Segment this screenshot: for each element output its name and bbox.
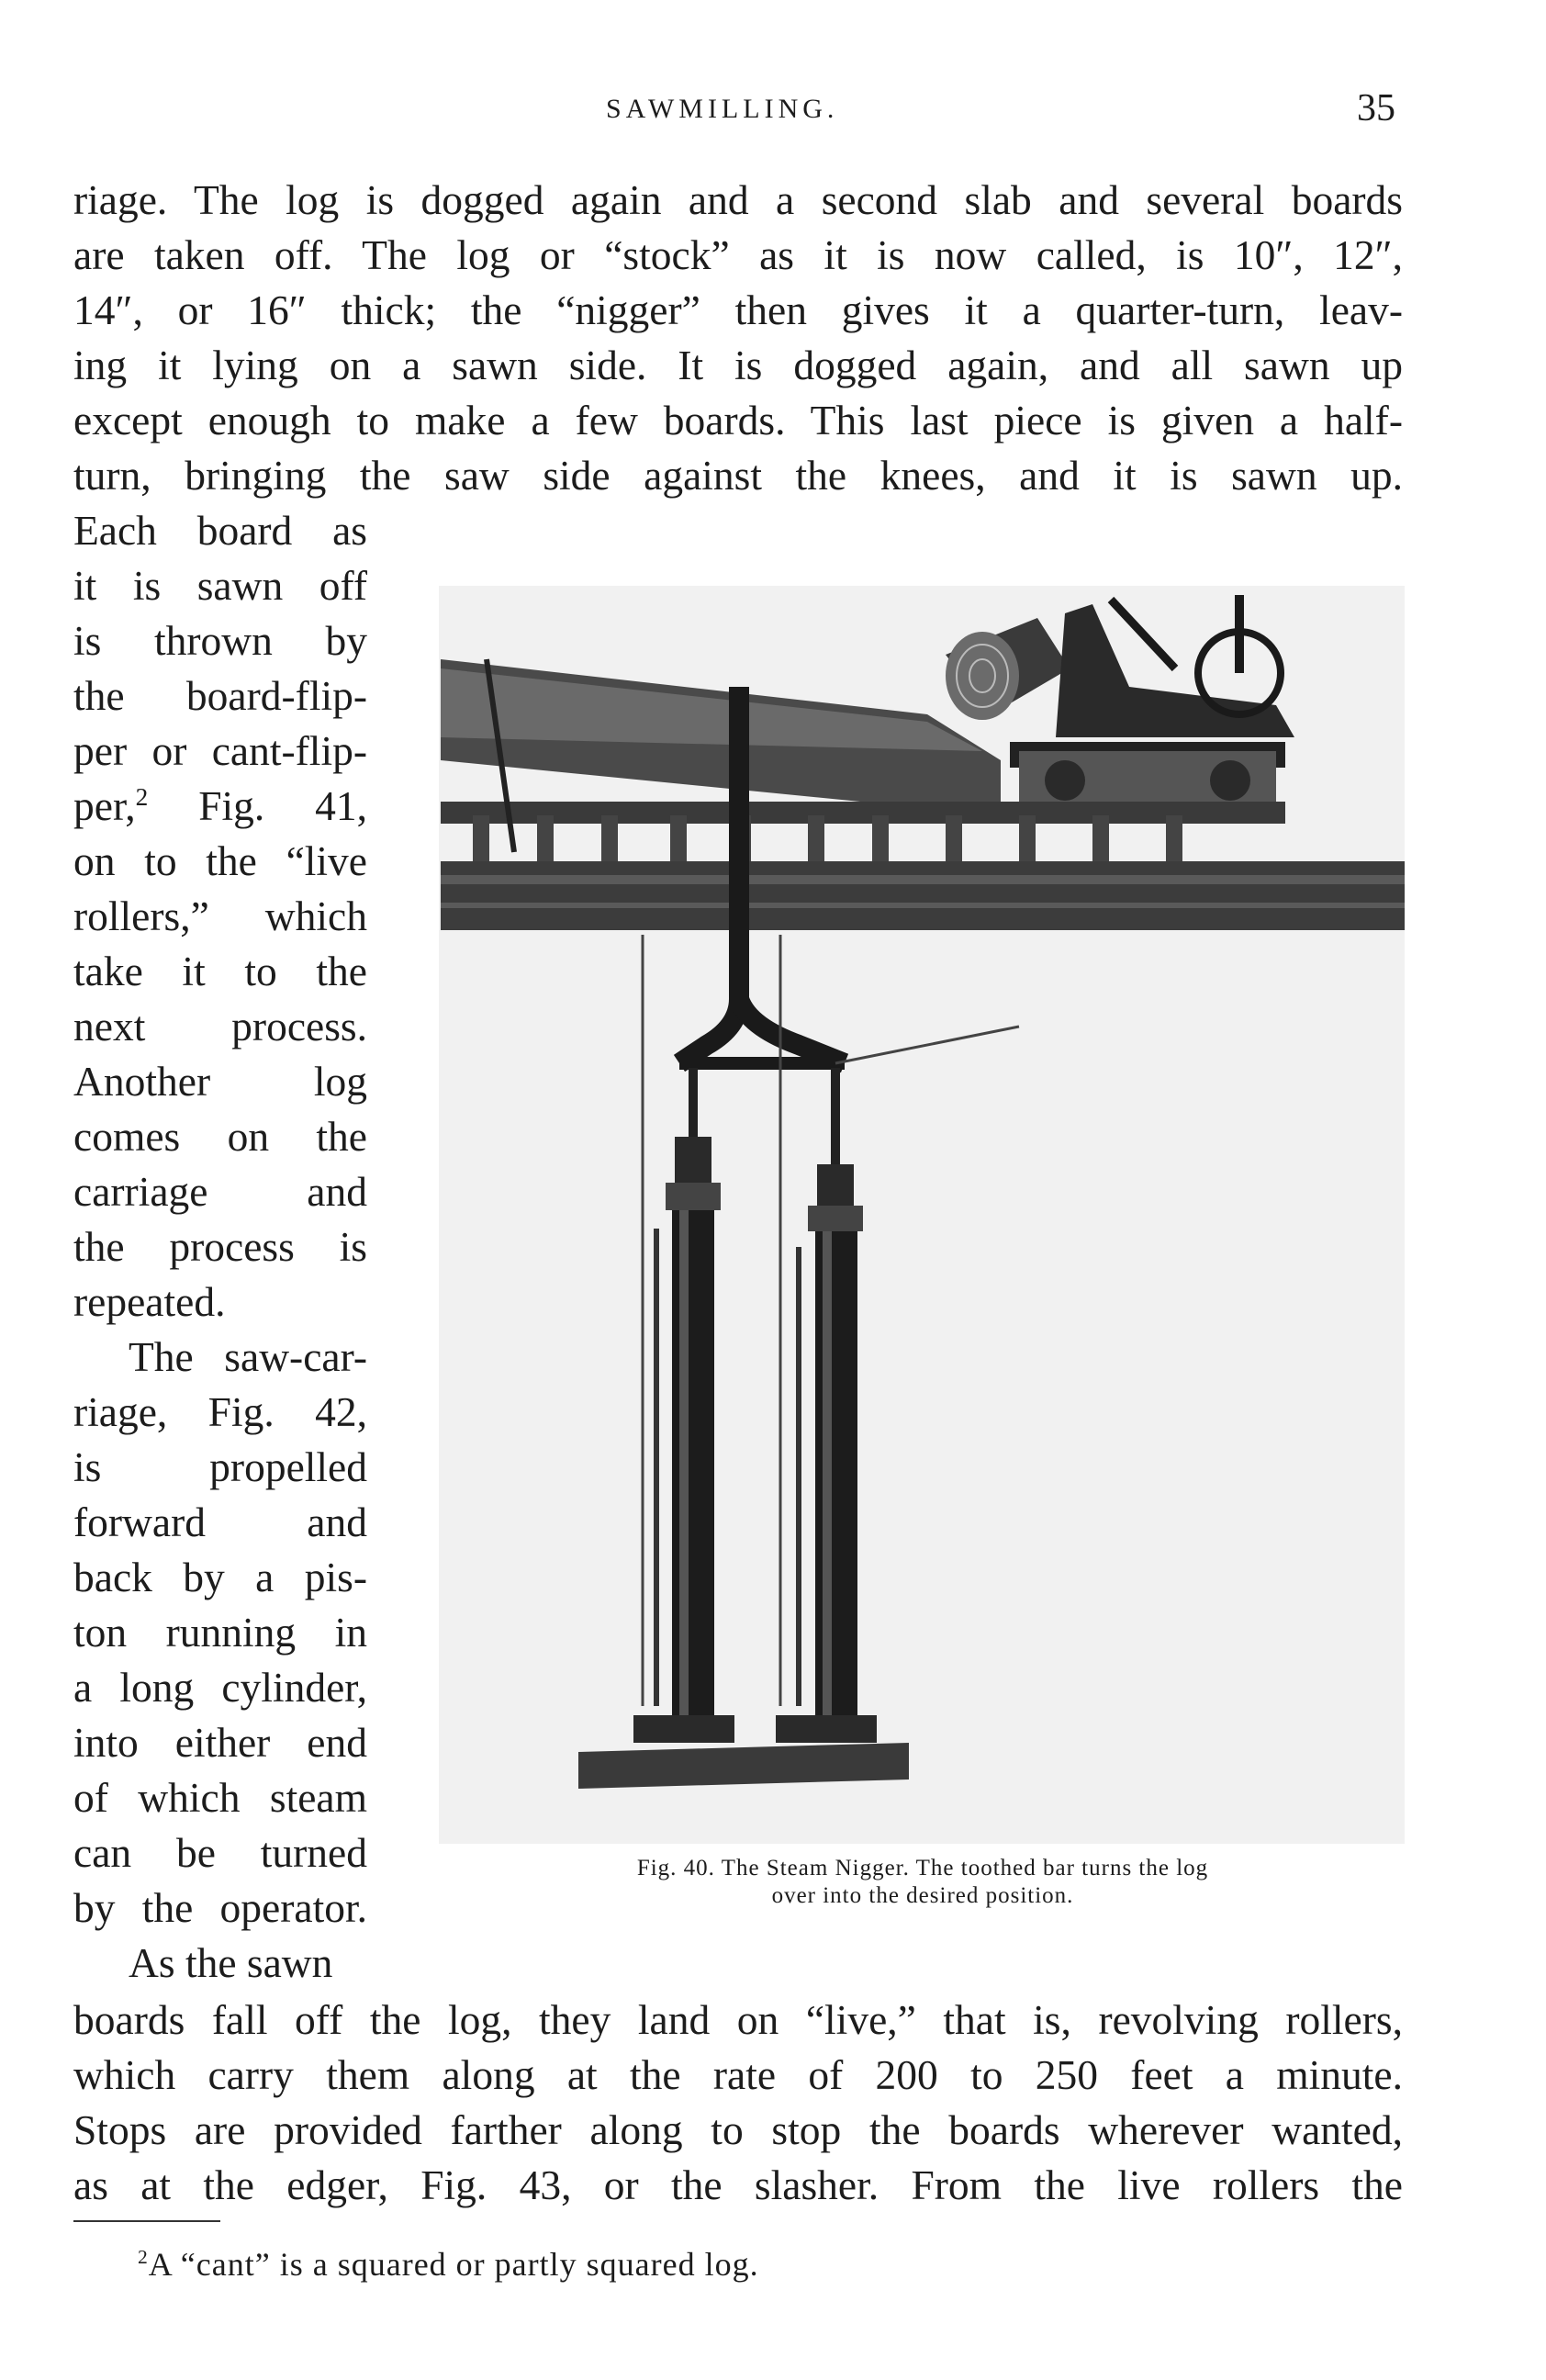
text-line: a long cylinder,	[73, 1664, 367, 1711]
text-line: ton running in	[73, 1609, 367, 1656]
text-line: repeated.	[73, 1278, 226, 1325]
text-line: riage, Fig. 42,	[73, 1388, 367, 1435]
page-header	[0, 86, 1546, 132]
text-line: riage. The log is dogged again and a second slab and several boards	[73, 176, 1403, 223]
text-line: 14″, or 16″ thick; the “nigger” then gives it a quarter-turn, leav-	[73, 286, 1403, 333]
caption-line: over into the desired position.	[771, 1883, 1074, 1908]
text-line: rollers,” which	[73, 892, 367, 939]
wrapped-paragraph	[73, 503, 367, 1991]
text-line: The saw-car-	[129, 1333, 367, 1380]
text-line: ing it lying on a sawn side. It is dogged again, and all sawn up	[73, 342, 1403, 388]
text-line: is thrown by	[73, 617, 367, 664]
text-line: can be turned	[73, 1829, 367, 1876]
text-line: As the sawn	[129, 1939, 333, 1986]
text-line: it is sawn off	[73, 562, 367, 609]
running-head: SAWMILLING.	[606, 94, 839, 124]
text-line: take it to the	[73, 948, 367, 994]
caption-line: Fig. 40. The Steam Nigger. The toothed bar turns the log	[636, 1856, 1209, 1880]
steam-nigger-illustration	[431, 567, 1414, 1853]
floor-timber	[441, 861, 1405, 930]
text-line: by the operator.	[73, 1884, 367, 1931]
text-fragment: per,	[73, 782, 136, 829]
figure-caption	[431, 1855, 1414, 1910]
footnote-reference: 2	[135, 782, 149, 811]
text-line-with-footnote-ref	[73, 779, 367, 834]
text-fragment: Fig. 41,	[198, 782, 368, 829]
text-line: per or cant-flip-	[73, 727, 367, 774]
text-line: the process is	[73, 1223, 367, 1270]
footnote-divider	[73, 2220, 220, 2222]
text-line: are taken off. The log or “stock” as it is now called, is 10″, 12″,	[73, 231, 1403, 278]
text-line: forward and	[73, 1499, 367, 1545]
page-number: 35	[1357, 87, 1395, 129]
text-line: which carry them along at the rate of 200 to 250 feet a minute.	[73, 2051, 1403, 2098]
text-line: next process.	[73, 1003, 367, 1050]
figure-steam-nigger	[431, 567, 1414, 1899]
text-line: into either end	[73, 1719, 367, 1766]
text-line: on to the “live	[73, 837, 367, 884]
text-line: except enough to make a few boards. This last piece is given a half-	[73, 397, 1403, 443]
text-line: turn, bringing the saw side against the knees, and it is sawn up.	[73, 452, 1403, 499]
text-line: Another log	[73, 1058, 367, 1105]
text-line: Stops are provided farther along to stop the boards wherever wanted,	[73, 2106, 1403, 2153]
footnote	[138, 2245, 759, 2284]
text-line: the board-flip-	[73, 672, 367, 719]
bottom-paragraph	[73, 1993, 1403, 2213]
text-line: carriage and	[73, 1168, 367, 1215]
text-line: is propelled	[73, 1443, 367, 1490]
top-paragraph	[73, 173, 1403, 503]
footnote-marker: 2	[138, 2246, 149, 2268]
text-line: Each board as	[73, 507, 367, 554]
text-line: boards fall off the log, they land on “live,” that is, revolving rollers,	[73, 1996, 1403, 2043]
text-line: back by a pis-	[73, 1554, 367, 1600]
text-line: as at the edger, Fig. 43, or the slasher. From the live rollers the	[73, 2161, 1403, 2208]
footnote-text: A “cant” is a squared or partly squared log.	[148, 2246, 759, 2283]
rail	[441, 802, 1285, 824]
text-line: of which steam	[73, 1774, 367, 1821]
text-line: comes on the	[73, 1113, 367, 1160]
